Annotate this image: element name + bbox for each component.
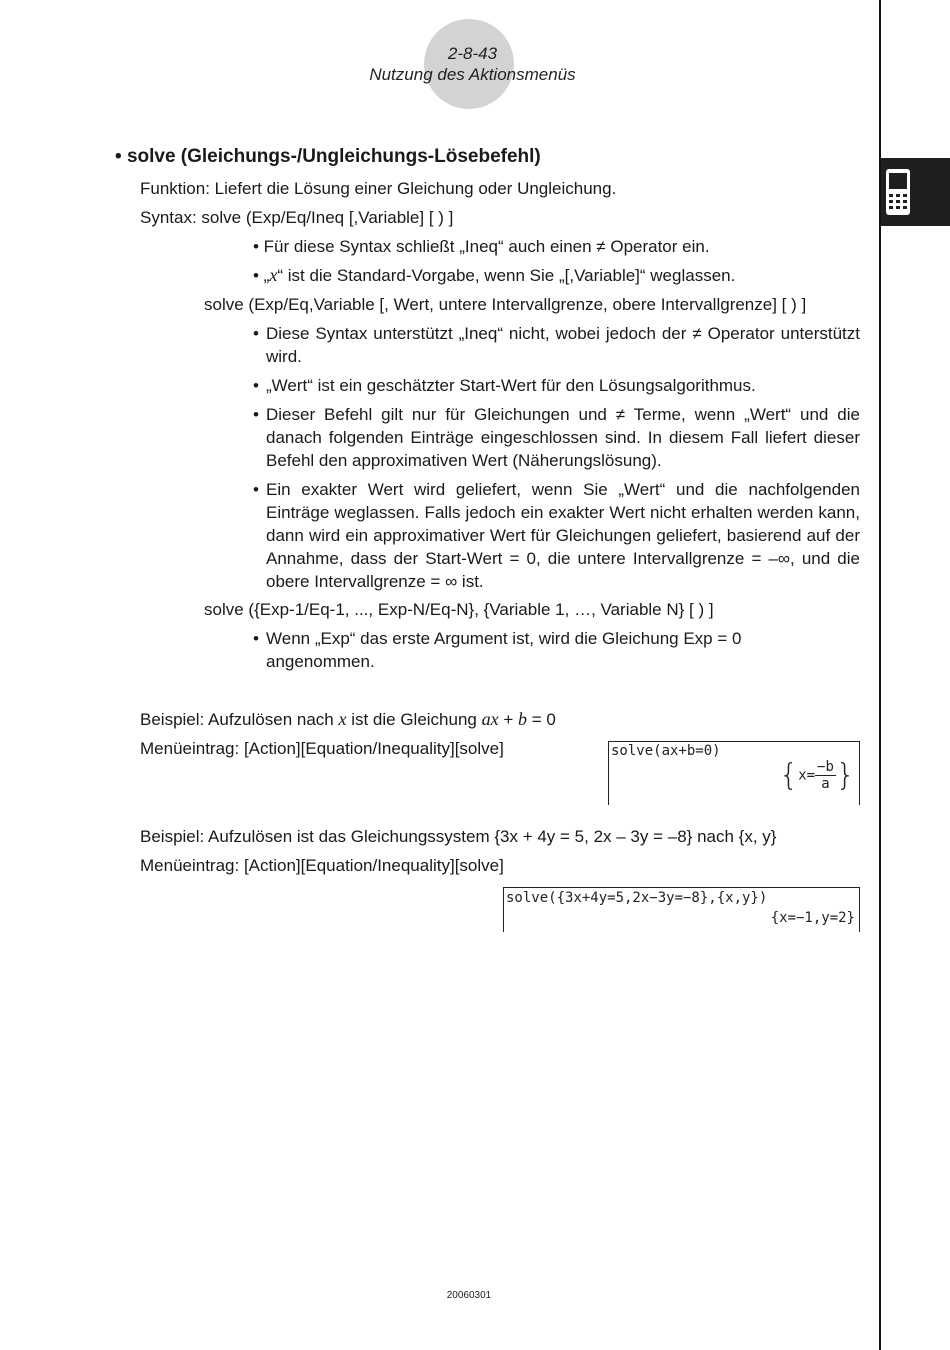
screen-result: {x= $\frac{-b}{a}$ } — [779, 758, 855, 793]
screen-input: solve(ax+b=0) — [611, 743, 721, 759]
page-title: Nutzung des Aktionsmenüs — [369, 65, 576, 84]
screen-input: solve({3x+4y=5,2x−3y=−8},{x,y}) — [506, 890, 768, 906]
heading-text: solve (Gleichungs-/Ungleichungs-Lösebefehl) — [126, 146, 541, 167]
syntax-2-note-1: • Diese Syntax unterstützt „Ineq“ nicht, wobei jedoch der ≠ Operator unterstützt wird. — [253, 324, 860, 366]
syntax-3: solve ({Exp-1/Eq-1, ..., Exp-N/Eq-N}, {Variable 1, …, Variable N} [ ) ] — [204, 600, 714, 619]
function-line: Funktion: Liefert die Lösung einer Gleichung oder Ungleichung. — [140, 179, 617, 198]
note-text: “ ist die Standard-Vorgabe, wenn Sie „[,Variable]“ weglassen. — [277, 266, 736, 285]
example-1-screen — [608, 741, 860, 805]
syntax-1-note-2 — [253, 264, 735, 287]
example-1-term-a: ax — [481, 709, 499, 729]
calculator-icon — [885, 168, 911, 216]
example-2-menu: Menüeintrag: [Action][Equation/Inequality][solve] — [140, 856, 504, 875]
example-1-menu: Menüeintrag: [Action][Equation/Inequality][solve] — [140, 739, 504, 758]
syntax-2: solve (Exp/Eq,Variable [, Wert, untere Intervallgrenze, obere Intervallgrenze] [ ) ] — [204, 295, 807, 314]
footer-code: 20060301 — [446, 1290, 492, 1301]
result-fraction: $\frac{-b}{a}$ — [817, 759, 834, 792]
syntax-2-note-3: • Dieser Befehl gilt nur für Gleichungen und ≠ Terme, wenn „Wert“ und die danach folgenden Einträge eingeschlossen sind. In diesem Fall liefert dieser Befehl den approximativen Wert (Näherungslösung). — [253, 405, 860, 470]
chapter-tab — [881, 158, 950, 226]
example-2-line: Beispiel: Aufzulösen ist das Gleichungssystem {3x + 4y = 5, 2x – 3y = –8} nach {x, y} — [140, 827, 777, 846]
page-number: 2-8-43 — [447, 44, 498, 63]
note-text: Diese Syntax unterstützt „Ineq“ nicht, wobei jedoch der ≠ Operator unterstützt wird. — [266, 324, 860, 366]
header-circle — [424, 19, 514, 109]
note-text: Dieser Befehl gilt nur für Gleichungen und ≠ Terme, wenn „Wert“ und die danach folgenden Einträge eingeschlossen sind. In diesem Fall liefert dieser Befehl den approximativen Wert (Näherungslösung). — [266, 405, 860, 470]
syntax-3-note-1: • Wenn „Exp“ das erste Argument ist, wird die Gleichung Exp = 0 angenommen. — [253, 627, 813, 673]
screen-result: {x=−1,y=2} — [770, 910, 855, 926]
syntax-1-note-1: • Für diese Syntax schließt „Ineq“ auch einen ≠ Operator ein. — [253, 237, 710, 256]
example-2-screen — [503, 887, 860, 932]
example-1-line: Beispiel: Aufzulösen nach x ist die Gleichung ax + b = 0 — [140, 709, 556, 729]
note-text: Wenn „Exp“ das erste Argument ist, wird die Gleichung Exp = 0 angenommen. — [266, 629, 742, 671]
example-1-term-b: b — [517, 709, 527, 729]
syntax-2-note-4: • Ein exakter Wert wird geliefert, wenn Sie „Wert“ und die nachfolgenden Einträge weglassen. Falls jedoch ein exakter Wert nicht erhalten werden kann, dann wird ein approximativer Wert für Gleichungen geliefert, basierend auf der Annahme, dass der Start-Wert = 0, die untere Intervallgrenze = –∞, und die obere Intervallgrenze = ∞ ist. — [253, 480, 860, 591]
syntax-1: Syntax: solve (Exp/Eq/Ineq [,Variable] [ ) ] — [140, 208, 454, 227]
note-text: „Wert“ ist ein geschätzter Start-Wert für den Lösungsalgorithmus. — [266, 376, 756, 395]
note-prefix: • „ — [253, 266, 270, 285]
section-heading — [115, 146, 541, 168]
note-variable: x — [269, 265, 278, 285]
example-1-variable: x — [338, 709, 347, 729]
note-text: Ein exakter Wert wird geliefert, wenn Sie „Wert“ und die nachfolgenden Einträge weglassen. Falls jedoch ein exakter Wert nicht erhalten werden kann, dann wird ein approximativer Wert für Gleichungen geliefert, basierend auf der Annahme, dass der Start-Wert = 0, die untere Intervallgrenze = –∞, und die obere Intervallgrenze = ∞ ist. — [266, 480, 860, 591]
syntax-2-note-2: • „Wert“ ist ein geschätzter Start-Wert für den Lösungsalgorithmus. — [253, 374, 860, 397]
heading-bullet: • — [115, 146, 122, 167]
